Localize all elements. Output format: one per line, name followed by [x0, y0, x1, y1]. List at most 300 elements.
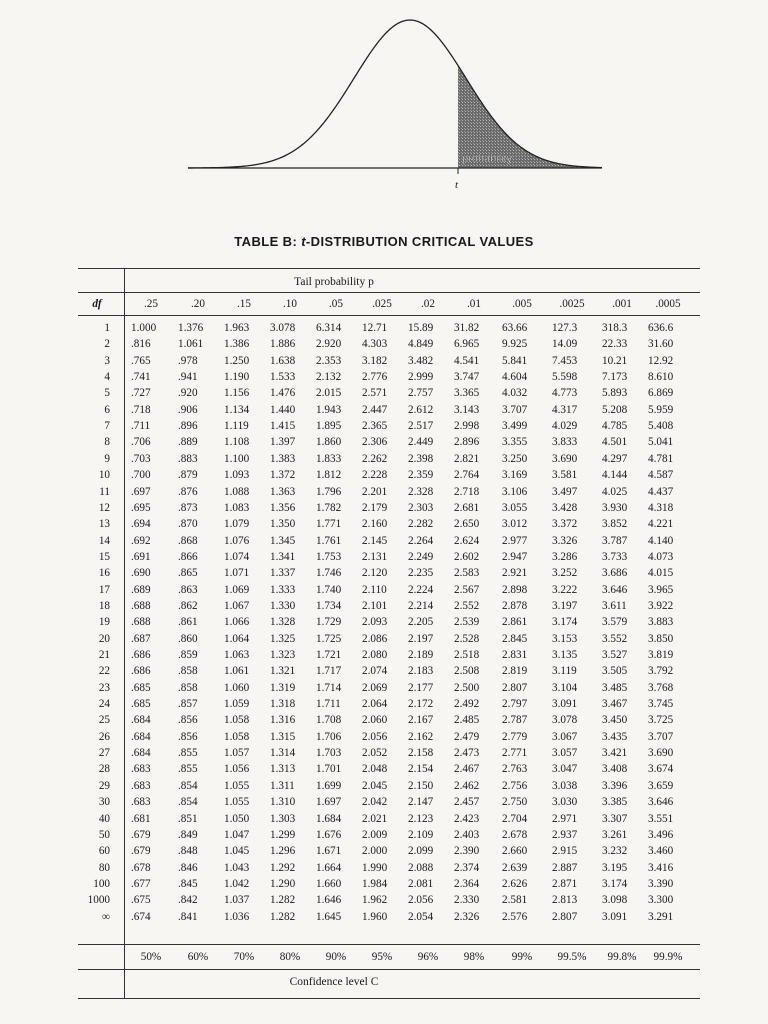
density-curve: [188, 20, 602, 168]
table-cell: 3.261: [602, 828, 628, 841]
table-cell: 3.467: [602, 698, 628, 711]
table-cell: .876: [178, 485, 198, 498]
table-cell: 2.042: [362, 796, 388, 809]
df-cell: 9: [104, 452, 110, 465]
table-cell: 3.745: [648, 698, 674, 711]
table-cell: 2.845: [502, 632, 528, 645]
table-cell: 3.460: [648, 845, 674, 858]
table-cell: 1.290: [270, 877, 296, 890]
table-cell: 2.224: [408, 583, 434, 596]
table-cell: 2.718: [454, 485, 480, 498]
table-cell: 1.833: [316, 452, 342, 465]
table-cell: 2.132: [316, 371, 342, 384]
table-cell: 2.571: [362, 387, 388, 400]
table-cell: 3.153: [552, 632, 578, 645]
table-cell: 3.135: [552, 649, 578, 661]
df-cell: 13: [98, 518, 110, 531]
table-cell: .868: [178, 534, 198, 547]
table-cell: 127.3: [552, 322, 578, 334]
table-cell: 2.485: [454, 714, 480, 727]
column-header: .0005: [655, 298, 681, 310]
table-cell: 2.750: [502, 796, 528, 809]
table-cell: 1.660: [316, 877, 342, 890]
table-cell: 1.753: [316, 550, 342, 563]
table-cell: 12.92: [648, 354, 674, 367]
table-cell: 2.120: [362, 567, 388, 580]
table-cell: 3.408: [602, 763, 628, 776]
table-cell: 3.355: [502, 436, 528, 449]
table-cell: 1.037: [224, 894, 250, 907]
confidence-level-cell: 99.9%: [653, 951, 683, 963]
table-cell: .681: [131, 812, 151, 825]
table-cell: 1.061: [178, 338, 204, 351]
table-cell: 4.318: [648, 501, 674, 514]
table-cell: 4.587: [648, 469, 674, 482]
table-cell: 3.012: [502, 518, 528, 531]
table-cell: 1.721: [316, 649, 342, 661]
table-cell: 2.517: [408, 420, 434, 433]
table-cell: 2.162: [408, 730, 434, 743]
table-cell: 3.496: [648, 828, 674, 841]
table-cell: 3.787: [602, 534, 628, 547]
table-cell: .687: [131, 632, 151, 645]
df-cell: 23: [98, 681, 110, 694]
table-cell: 2.154: [408, 763, 434, 776]
table-cell: .861: [178, 616, 198, 629]
table-cell: 2.374: [454, 861, 480, 874]
table-cell: 3.659: [648, 779, 674, 792]
table-cell: 1.057: [224, 747, 250, 760]
table-cell: .688: [131, 599, 151, 612]
table-cell: 2.131: [362, 550, 388, 563]
table-cell: 2.457: [454, 796, 480, 809]
table-cell: 1.056: [224, 763, 250, 776]
column-header: .15: [237, 298, 251, 310]
table-cell: 4.144: [602, 469, 628, 482]
table-cell: 1.895: [316, 420, 342, 433]
table-title-prefix: TABLE B:: [234, 234, 302, 249]
table-cell: 2.871: [552, 877, 578, 890]
table-cell: 1.100: [224, 452, 250, 465]
table-cell: .854: [178, 796, 198, 809]
table-cell: 5.959: [648, 403, 674, 416]
table-cell: 2.449: [408, 436, 434, 449]
table-cell: 1.440: [270, 403, 296, 416]
df-header: df: [92, 298, 102, 310]
confidence-level-cell: 60%: [187, 951, 209, 963]
table-cell: 1.067: [224, 599, 250, 612]
table-cell: 7.173: [602, 371, 628, 384]
table-cell: 1.190: [224, 371, 250, 384]
table-cell: .685: [131, 681, 151, 694]
table-cell: 3.646: [602, 583, 628, 596]
table-cell: 2.567: [454, 583, 480, 596]
table-cell: 2.045: [362, 779, 388, 792]
table-cell: 636.6: [648, 322, 674, 334]
table-cell: 2.528: [454, 632, 480, 645]
table-cell: 3.390: [648, 877, 674, 890]
table-cell: .697: [131, 485, 151, 498]
table-cell: 2.069: [362, 681, 388, 694]
table-cell: 3.104: [552, 681, 578, 694]
table-cell: 1.671: [316, 845, 342, 858]
table-cell: 3.232: [602, 845, 628, 858]
table-cell: 3.819: [648, 649, 674, 661]
table-cell: .851: [178, 812, 198, 825]
table-cell: 2.787: [502, 714, 528, 727]
table-cell: 3.428: [552, 501, 578, 514]
table-cell: 1.771: [316, 518, 342, 531]
table-cell: 4.015: [648, 567, 674, 580]
table-cell: 3.852: [602, 518, 628, 531]
table-cell: 1.036: [224, 910, 250, 923]
table-cell: 1.076: [224, 534, 250, 547]
table-cell: 1.711: [316, 698, 341, 711]
table-cell: 2.201: [362, 485, 388, 498]
table-cell: .856: [178, 730, 198, 743]
df-cell: 12: [98, 501, 110, 514]
df-cell: 7: [104, 420, 110, 433]
table-cell: 1.000: [131, 322, 157, 334]
table-cell: 1.356: [270, 501, 296, 514]
table-cell: 3.385: [602, 796, 628, 809]
table-cell: 3.733: [602, 550, 628, 563]
table-cell: 5.893: [602, 387, 628, 400]
df-cell: 14: [98, 534, 110, 547]
table-cell: 2.602: [454, 550, 480, 563]
table-cell: 2.813: [552, 894, 578, 907]
table-cell: 2.060: [362, 714, 388, 727]
table-cell: 2.626: [502, 877, 528, 890]
table-cell: 1.706: [316, 730, 342, 743]
table-cell: 2.353: [316, 354, 342, 367]
table-cell: 1.376: [178, 322, 204, 334]
table-cell: 3.707: [648, 730, 674, 743]
table-cell: 1.321: [270, 665, 296, 678]
df-cell: 29: [98, 779, 110, 792]
table-cell: 1.740: [316, 583, 342, 596]
table-cell: 2.423: [454, 812, 480, 825]
table-cell: 2.764: [454, 469, 480, 482]
table-cell: 1.310: [270, 796, 296, 809]
table-cell: 1.729: [316, 616, 342, 629]
table-cell: 1.315: [270, 730, 296, 743]
table-cell: .866: [178, 550, 198, 563]
table-cell: 3.307: [602, 812, 628, 825]
table-cell: 1.047: [224, 828, 250, 841]
table-cell: 3.725: [648, 714, 674, 727]
table-cell: 1.333: [270, 583, 296, 596]
table-cell: .859: [178, 649, 198, 661]
table-cell: 4.785: [602, 420, 628, 433]
table-cell: 2.177: [408, 681, 434, 694]
table-cell: 3.396: [602, 779, 628, 792]
table-cell: .842: [178, 894, 198, 907]
table-cell: .855: [178, 763, 198, 776]
table-cell: 2.054: [408, 910, 434, 923]
table-cell: 1.725: [316, 632, 342, 645]
table-cell: 3.038: [552, 779, 578, 792]
table-cell: 1.341: [270, 550, 296, 563]
table-cell: 1.761: [316, 534, 342, 547]
table-cell: 2.467: [454, 763, 480, 776]
table-cell: 2.704: [502, 812, 528, 825]
table-cell: .683: [131, 796, 151, 809]
df-cell: 26: [98, 730, 110, 743]
table-cell: 4.437: [648, 485, 674, 498]
table-cell: 1.337: [270, 567, 296, 580]
confidence-level-cell: 99.8%: [607, 951, 637, 963]
table-cell: 1.962: [362, 894, 388, 907]
table-cell: 2.757: [408, 387, 434, 400]
table-cell: .700: [131, 469, 151, 482]
table-cell: 1.943: [316, 403, 342, 416]
table-cell: 1.746: [316, 567, 342, 580]
table-cell: 1.318: [270, 698, 296, 711]
table-cell: .856: [178, 714, 198, 727]
table-cell: 3.833: [552, 436, 578, 449]
table-cell: 3.552: [602, 632, 628, 645]
table-cell: 3.291: [648, 910, 674, 923]
table-cell: 2.915: [552, 845, 578, 858]
column-header: .01: [467, 298, 481, 310]
table-cell: .870: [178, 518, 198, 531]
table-cell: 1.134: [224, 403, 250, 416]
table-cell: 1.646: [316, 894, 342, 907]
table-cell: 3.551: [648, 812, 674, 825]
table-cell: 2.896: [454, 436, 480, 449]
table-cell: 3.421: [602, 747, 628, 760]
df-cell: 10: [98, 469, 110, 482]
table-cell: 1.313: [270, 763, 296, 776]
table-cell: 3.091: [552, 698, 578, 711]
table-cell: 2.581: [502, 894, 528, 907]
table-cell: 6.869: [648, 387, 674, 400]
df-cell: 30: [98, 796, 110, 809]
table-cell: 1.330: [270, 599, 296, 612]
table-cell: 4.140: [648, 534, 674, 547]
df-column-divider: [124, 268, 125, 998]
table-cell: 2.831: [502, 649, 528, 661]
table-cell: 2.264: [408, 534, 434, 547]
df-cell: 17: [98, 583, 110, 596]
table-cell: 1.083: [224, 501, 250, 514]
table-cell: 1.079: [224, 518, 250, 531]
table-cell: 1.383: [270, 452, 296, 465]
table-cell: 3.030: [552, 796, 578, 809]
table-cell: .683: [131, 779, 151, 792]
table-cell: 2.056: [362, 730, 388, 743]
column-header: .02: [421, 298, 435, 310]
table-cell: 4.541: [454, 354, 480, 367]
table-cell: .689: [131, 583, 151, 596]
table-cell: 14.09: [552, 338, 578, 351]
table-cell: 3.499: [502, 420, 528, 433]
table-cell: .695: [131, 501, 151, 514]
table-cell: 2.878: [502, 599, 528, 612]
table-cell: 2.197: [408, 632, 434, 645]
table-cell: 2.971: [552, 812, 578, 825]
table-cell: 2.172: [408, 698, 434, 711]
table-cell: 1.063: [224, 649, 250, 661]
table-cell: 1.060: [224, 681, 250, 694]
table-rule-5: [78, 998, 700, 999]
df-cell: 100: [93, 877, 110, 890]
table-cell: 2.539: [454, 616, 480, 629]
table-title-suffix: -DISTRIBUTION CRITICAL VALUES: [305, 234, 534, 249]
table-cell: 2.819: [502, 665, 528, 678]
table-cell: 3.416: [648, 861, 674, 874]
table-cell: 2.123: [408, 812, 434, 825]
table-cell: 4.029: [552, 420, 578, 433]
df-cell: 3: [104, 354, 110, 367]
table-cell: 2.660: [502, 845, 528, 858]
df-cell: 60: [98, 845, 110, 858]
table-cell: .690: [131, 567, 151, 580]
table-cell: .686: [131, 649, 151, 661]
table-cell: .683: [131, 763, 151, 776]
table-cell: 1.282: [270, 910, 296, 923]
table-cell: 3.792: [648, 665, 674, 678]
table-cell: 1.812: [316, 469, 342, 482]
table-cell: .685: [131, 698, 151, 711]
table-cell: 4.604: [502, 371, 528, 384]
df-cell: 25: [98, 714, 110, 727]
table-cell: 1.058: [224, 730, 250, 743]
table-cell: 3.169: [502, 469, 528, 482]
table-cell: 2.364: [454, 877, 480, 890]
table-cell: 31.82: [454, 322, 480, 334]
confidence-level-cell: 90%: [325, 951, 347, 963]
table-cell: 3.768: [648, 681, 674, 694]
table-cell: .684: [131, 714, 151, 727]
table-cell: 2.447: [362, 403, 388, 416]
table-cell: 2.807: [552, 910, 578, 923]
table-cell: 3.174: [602, 877, 628, 890]
df-cell: 18: [98, 599, 110, 612]
df-cell: 2: [104, 338, 110, 351]
table-cell: 2.518: [454, 649, 480, 661]
table-cell: 3.850: [648, 632, 674, 645]
table-cell: 2.093: [362, 616, 388, 629]
table-cell: 3.365: [454, 387, 480, 400]
table-cell: 2.328: [408, 485, 434, 498]
table-cell: 3.195: [602, 861, 628, 874]
table-cell: 1.299: [270, 828, 296, 841]
table-cell: 1.042: [224, 877, 250, 890]
t-axis-label: t: [455, 179, 459, 191]
table-cell: 1.045: [224, 845, 250, 858]
table-cell: 2.282: [408, 518, 434, 531]
table-cell: 1.963: [224, 322, 250, 334]
table-cell: 3.078: [552, 714, 578, 727]
table-cell: 2.797: [502, 698, 528, 711]
shaded-region-label: probability: [462, 153, 513, 165]
table-cell: .855: [178, 747, 198, 760]
table-cell: 2.678: [502, 828, 528, 841]
confidence-level-cell: 50%: [140, 951, 162, 963]
table-cell: 1.108: [224, 436, 250, 449]
table-cell: 3.497: [552, 485, 578, 498]
table-cell: .896: [178, 420, 198, 433]
table-cell: 8.610: [648, 371, 674, 384]
table-cell: 2.807: [502, 681, 528, 694]
table-cell: 2.552: [454, 599, 480, 612]
df-cell: 15: [98, 550, 110, 563]
table-cell: .941: [178, 371, 198, 384]
table-cell: 3.922: [648, 599, 674, 612]
table-cell: 4.501: [602, 436, 628, 449]
confidence-level-text: Confidence level C: [289, 976, 379, 988]
table-cell: 2.109: [408, 828, 434, 841]
table-cell: 1.397: [270, 436, 296, 449]
df-cell: 80: [98, 861, 110, 874]
table-cell: 2.214: [408, 599, 434, 612]
column-header: .10: [283, 298, 297, 310]
table-cell: 2.365: [362, 420, 388, 433]
table-cell: .879: [178, 469, 198, 482]
table-cell: 15.89: [408, 322, 434, 334]
table-cell: 1.860: [316, 436, 342, 449]
table-cell: 3.686: [602, 567, 628, 580]
table-cell: 7.453: [552, 354, 578, 367]
df-cell: 21: [98, 649, 110, 661]
table-cell: .858: [178, 681, 198, 694]
table-cell: 3.078: [270, 322, 296, 334]
table-cell: .889: [178, 436, 198, 449]
table-cell: 1.886: [270, 338, 296, 351]
table-cell: 2.473: [454, 747, 480, 760]
table-cell: 1.055: [224, 796, 250, 809]
table-cell: 1.088: [224, 485, 250, 498]
table-cell: 2.977: [502, 534, 528, 547]
table-cell: 3.707: [502, 403, 528, 416]
table-title-t: t: [301, 234, 306, 249]
table-cell: 2.776: [362, 371, 388, 384]
table-cell: 1.345: [270, 534, 296, 547]
table-cell: 1.074: [224, 550, 250, 563]
table-cell: 2.821: [454, 452, 480, 465]
table-cell: 318.3: [602, 322, 628, 334]
table-cell: 2.947: [502, 550, 528, 563]
table-cell: 2.064: [362, 698, 388, 711]
df-cell: 27: [98, 747, 110, 760]
table-cell: .691: [131, 550, 151, 563]
table-cell: 2.898: [502, 583, 528, 596]
table-cell: .978: [178, 354, 198, 367]
confidence-level-cell: 96%: [417, 951, 439, 963]
table-cell: 4.849: [408, 338, 434, 351]
table-cell: 2.771: [502, 747, 528, 760]
table-cell: 2.583: [454, 567, 480, 580]
table-cell: 1.701: [316, 763, 342, 776]
df-cell: 24: [98, 698, 110, 711]
table-cell: 3.174: [552, 616, 578, 629]
table-cell: 2.189: [408, 649, 434, 661]
table-cell: 2.048: [362, 763, 388, 776]
table-cell: 1.064: [224, 632, 250, 645]
table-cell: 1.325: [270, 632, 296, 645]
table-cell: 1.684: [316, 812, 342, 825]
table-cell: 1.296: [270, 845, 296, 858]
table-cell: 2.624: [454, 534, 480, 547]
table-cell: 1.093: [224, 469, 250, 482]
table-cell: 1.350: [270, 518, 296, 531]
table-cell: 3.326: [552, 534, 578, 547]
table-cell: .845: [178, 877, 198, 890]
table-cell: 2.639: [502, 861, 528, 874]
df-cell: 1000: [87, 894, 110, 907]
